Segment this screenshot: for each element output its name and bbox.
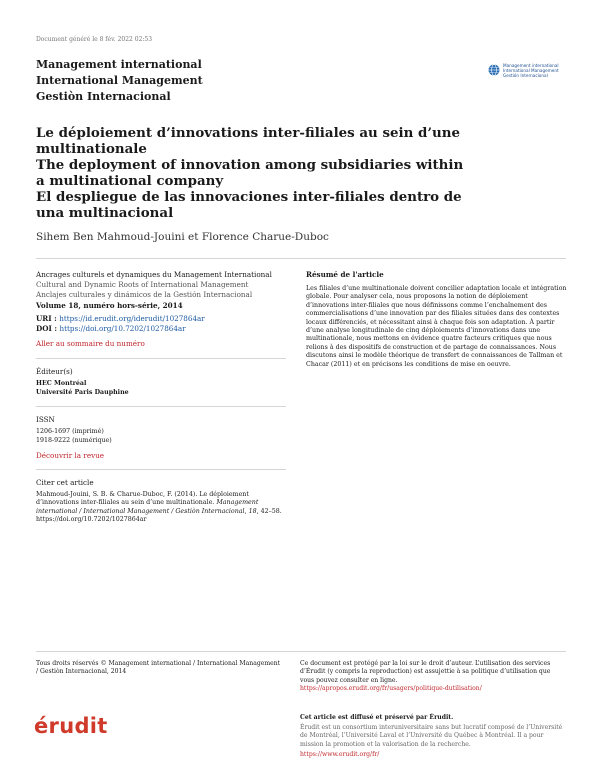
journal-logo — [488, 60, 568, 80]
logo-line-2: International Management — [503, 67, 559, 73]
usage-policy-link[interactable]: https://apropos.erudit.org/fr/usagers/politique-dutilisation/ — [300, 685, 482, 693]
citation-doi[interactable]: https://doi.org/10.7202/1027864ar — [36, 516, 147, 524]
citation-plain: Mahmoud-Jouini, S. B. & Charue-Duboc, F. (2014). Le déploiement d’innovations inter-filiales au sein d’une multinationale. — [36, 491, 249, 507]
publisher-name-2: Université Paris Dauphine — [36, 388, 129, 396]
divider — [36, 358, 286, 359]
article-title-fr: Le déploiement d’innovations inter-filiales au sein d’une multinationale — [36, 125, 461, 157]
generated-note: Document généré le 8 fév. 2022 02:53 — [36, 36, 153, 43]
issue-title-en: Cultural and Dynamic Roots of International Management — [36, 280, 249, 290]
article-title-es: El despliegue de las innovaciones inter-filiales dentro de una multinacional — [36, 189, 462, 221]
metadata-column — [36, 270, 286, 525]
journal-name-en: International Management — [36, 74, 203, 87]
publisher-section — [36, 367, 286, 397]
issue-volume: Volume 18, numéro hors-série, 2014 — [36, 300, 183, 310]
divider — [36, 406, 286, 407]
publisher-name-1: HEC Montréal — [36, 380, 87, 388]
citation-text — [36, 491, 286, 525]
uri-link[interactable]: https://id.erudit.org/iderudit/1027864ar — [59, 313, 205, 323]
issue-title-fr: Ancrages culturels et dynamiques du Management International — [36, 270, 272, 279]
issue-info — [36, 270, 286, 349]
article-title-en: The deployment of innovation among subsidiaries within a multinational company — [36, 157, 464, 189]
citation-sep: , — [244, 507, 249, 515]
citation-section — [36, 478, 286, 525]
citation-pages: , 42–58. — [256, 507, 282, 515]
journal-name-es: Gestiòn Internacional — [36, 90, 171, 103]
globe-icon — [488, 64, 500, 76]
usage-text: Ce document est protégé par la loi sur le droit d’auteur. L’utilisation des services d’Érudit (y compris la reproduction) est assujettie à sa politique d’utilisation que vous pouvez consulter en ligne. — [300, 660, 551, 684]
article-authors: Sihem Ben Mahmoud-Jouini et Florence Charue-Duboc — [36, 231, 329, 243]
issn-section — [36, 415, 286, 460]
erudit-diffusion-line: Cet article est diffusé et préservé par Érudit. — [300, 714, 454, 721]
citation-journal: Management international / International Management / Gestiòn Internacional — [36, 499, 259, 515]
abstract-column — [306, 270, 568, 369]
abstract-heading: Résumé de l'article — [306, 270, 384, 279]
usage-notice — [300, 660, 566, 694]
journal-names — [36, 57, 203, 105]
header-divider — [36, 258, 566, 259]
logo-line-3: Gestión Internacional — [503, 72, 548, 78]
issn-online: 1918-9222 (numérique) — [36, 436, 112, 444]
divider — [36, 469, 286, 470]
logo-line-1: Management international — [503, 62, 559, 68]
publisher-heading: Éditeur(s) — [36, 367, 73, 377]
issn-heading: ISSN — [36, 415, 55, 425]
citation-heading: Citer cet article — [36, 478, 94, 488]
erudit-description: Érudit est un consortium interuniversitaire sans but lucratif composé de l’Université de Montréal, l’Université Laval et l’Université du Québec à Montréal. Il a pour mission la promotion et la valorisation de la recherche. — [300, 724, 563, 748]
erudit-notice — [300, 714, 566, 759]
article-titles — [36, 125, 476, 221]
discover-journal-link[interactable]: Découvrir la revue — [36, 451, 105, 461]
doi-line — [36, 324, 286, 334]
doi-label: DOI : — [36, 324, 60, 334]
doi-link[interactable]: https://doi.org/10.7202/1027864ar — [59, 324, 186, 334]
citation-volume: 18 — [248, 507, 257, 515]
footer-divider — [36, 651, 566, 652]
journal-name-fr: Management international — [36, 58, 202, 71]
issue-title-es: Anclajes culturales y dinámicos de la Gestión Internacional — [36, 290, 253, 300]
issue-summary-link[interactable]: Aller au sommaire du numéro — [36, 339, 145, 349]
abstract-text: Les filiales d’une multinationale doivent concilier adaptation locale et intégration globale. Pour analyser cela, nous proposons la notion de déploiement d’innovations inter-filiales que nous définissons comme l’enchaînement des commercialisations d’une innovation par des filiales situées dans des contextes locaux différenciés, et nécessitant ainsi à chaque fois son adaptation. À partir d’une analyse longitudinale de cinq déploiements d’innovations dans une multinationale, nous mettons en évidence quatre facteurs critiques que nous relions à des dispositifs de construction et de partage de connaissances. Nous discutons ainsi le modèle théorique de transfert de connaissances de Tallman et Chacar (2011) et en précisons les conditions de mise en oeuvre. — [306, 285, 567, 368]
erudit-logo[interactable]: érudit — [34, 714, 108, 738]
uri-label: URI : — [36, 313, 60, 323]
uri-line — [36, 314, 286, 324]
copyright-notice: Tous droits réservés © Management international / International Management / Gestiòn Internacional, 2014 — [36, 660, 281, 676]
issn-print: 1206-1697 (imprimé) — [36, 428, 104, 436]
erudit-website-link[interactable]: https://www.erudit.org/fr/ — [300, 750, 380, 758]
